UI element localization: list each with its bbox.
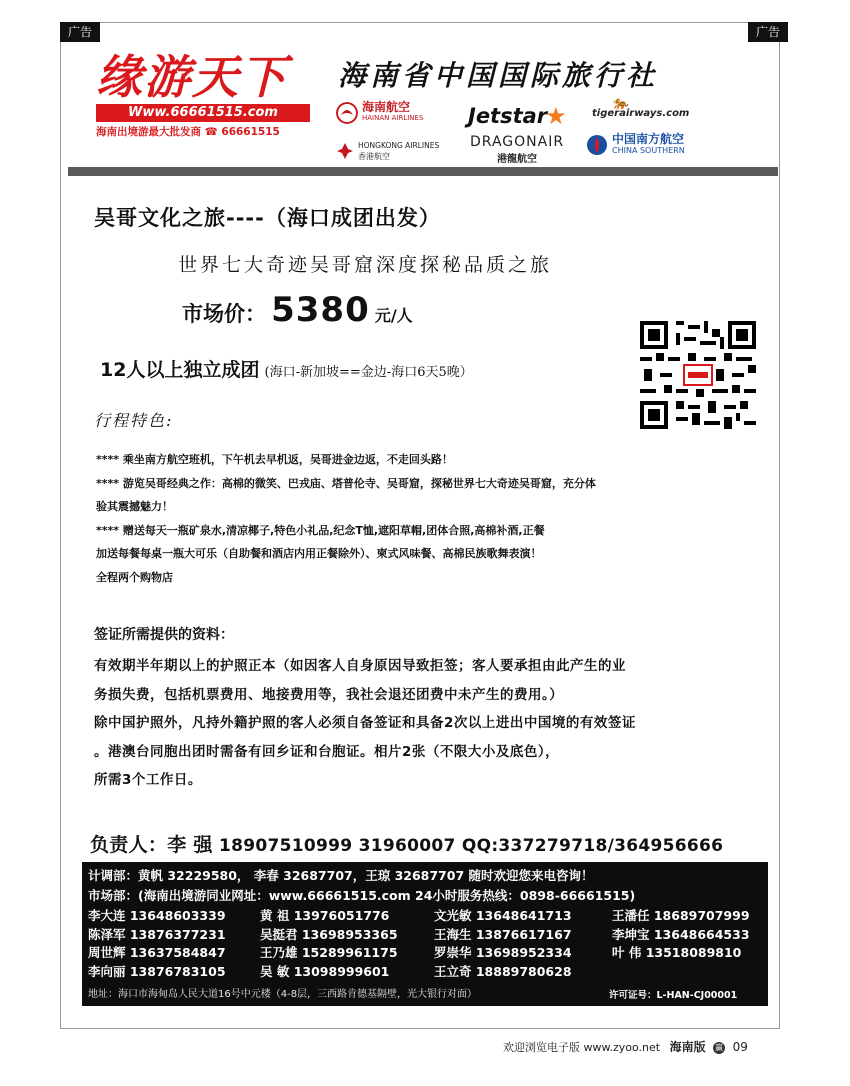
china-southern-logo (586, 134, 685, 156)
staff-entry: 陈泽军 13876377231 (88, 926, 226, 942)
feature-line: 全程两个购物店 (96, 570, 173, 584)
brand-block (96, 50, 324, 139)
brand-url[interactable]: Www.66661515.com (96, 104, 310, 122)
staff-entry: 罗崇华 13698952334 (434, 945, 572, 960)
hongkong-airlines-logo (336, 140, 439, 162)
sales-contact-box (82, 862, 768, 1006)
visa-line: 有效期半年期以上的护照正本（如因客人自身原因导致拒签；客人要承担由此产生的业 (94, 658, 626, 674)
tiger-name: tigerairways.com (592, 108, 690, 119)
staff-entry: 王海生 13876617167 (434, 926, 572, 942)
staff-list (88, 906, 768, 980)
feature-line: **** 赠送每天一瓶矿泉水,清凉椰子,特色小礼品,纪念T恤,遮阳草帽,团体合照,高棉补酒,正餐 (96, 523, 545, 537)
feature-line: 加送每餐每桌一瓶大可乐（自助餐和酒店内用正餐除外）、柬式风味餐、高棉民族歌舞表演！ (96, 547, 542, 560)
brand-name: 缘游天下 (96, 50, 288, 104)
hongkong-airlines-icon (336, 142, 354, 160)
price-unit: 元/人 (374, 306, 413, 325)
staff-entry: 吴挺君 13698953365 (260, 926, 398, 942)
features-list (96, 448, 756, 589)
visa-line: 所需3个工作日。 (94, 772, 202, 788)
price-label: 市场价： (182, 302, 266, 326)
staff-row (88, 962, 768, 981)
tour-title: 吴哥文化之旅----（海口成团出发） (94, 206, 441, 230)
hk-sub: 香港航空 (358, 152, 390, 161)
dragonair-logo (470, 134, 564, 165)
staff-entry: 李向丽 13876783105 (88, 963, 226, 979)
ad-label-left: 广告 (60, 22, 100, 42)
price-value: 5380 (271, 290, 370, 330)
tour-subtitle: 世界七大奇迹吴哥窟深度探秘品质之旅 (178, 254, 553, 276)
visa-requirements (94, 652, 764, 795)
dispatch-department: 计调部：黄帆 32229580， 李春 32687707，王琼 32687707 随时欢迎您来电咨询！ (88, 868, 594, 883)
agency-name: 海南省中国国际旅行社 (338, 59, 659, 92)
staff-row (88, 906, 768, 925)
staff-entry: 黄 祖 13976051776 (260, 908, 390, 923)
hk-name: HONGKONG AIRLINES (358, 141, 440, 150)
feature-line: **** 乘坐南方航空班机，下午机去早机返，吴哥进金边返，不走回头路！ (96, 453, 453, 466)
features-heading: 行程特色: (94, 411, 174, 430)
hainan-airlines-icon (336, 102, 358, 124)
staff-entry: 吴 敏 13098999601 (260, 963, 390, 979)
page-number: 09 (732, 1040, 748, 1054)
qr-code-icon[interactable] (640, 321, 756, 429)
jetstar-logo (468, 102, 567, 130)
jetstar-name: Jetstar (468, 104, 548, 128)
cs-name: 中国南方航空 (612, 132, 685, 146)
china-southern-icon (586, 134, 608, 156)
staff-entry: 王潘任 18689707999 (612, 908, 750, 923)
visa-heading: 签证所需提供的资料： (94, 627, 234, 643)
group-row (100, 355, 473, 382)
hainan-name: 海南航空 (362, 100, 411, 114)
contact-row (90, 830, 723, 857)
staff-entry: 文光敏 13648641713 (434, 908, 572, 923)
visa-line: 。港澳台同胞出团时需备有回乡证和台胞证。相片2张（不限大小及底色）， (94, 743, 560, 760)
staff-entry: 叶 伟 13518089810 (612, 945, 742, 960)
ad-label-right: 广告 (748, 22, 788, 42)
feature-line: **** 游览吴哥经典之作：高棉的微笑、巴戎庙、塔普伦寺、吴哥窟，探秘世界七大奇迹吴哥窟，充分体 (96, 476, 596, 490)
tigerairways-logo (592, 96, 690, 119)
market-department: 市场部：(海南出境游同业网址：www.66661515.com 24小时服务热线：0898-66661515) (88, 888, 636, 903)
feature-line: 验其震撼魅力！ (96, 500, 173, 513)
tiger-icon: 🐅 (612, 96, 629, 111)
visa-line: 务损失费，包括机票费用、地接费用等，我社会退还团费中未产生的费用。） (94, 686, 564, 703)
staff-entry: 李坤宝 13648664533 (612, 926, 750, 942)
page-footer (503, 1038, 748, 1055)
price-row (182, 290, 413, 330)
hainan-airlines-logo (336, 102, 423, 124)
jetstar-star-icon: ★ (545, 102, 567, 130)
agency-address: 地址：海口市海甸岛人民大道16号中元楼（4-8层，三西路肯德基隔壁，光大银行对面） (88, 989, 478, 1000)
group-title: 12人以上独立成团 (100, 359, 260, 381)
cs-sub: CHINA SOUTHERN (612, 146, 685, 155)
hainan-sub: HAINAN AIRLINES (362, 114, 424, 122)
dragonair-name: DRAGONAIR (470, 134, 565, 150)
visa-line: 除中国护照外，凡持外籍护照的客人必须自备签证和具备2次以上进出中国境的有效签证 (94, 715, 636, 731)
edition-badge-icon: 赢 (715, 1043, 724, 1052)
group-route: (海口-新加坡==金边-海口6天5晚） (264, 365, 473, 380)
dragonair-sub: 港龍航空 (497, 154, 538, 165)
footer-edition: 海南版 (669, 1040, 706, 1054)
header-divider (68, 167, 778, 176)
contact-phones[interactable]: 18907510999 31960007 QQ:337279718/364956666 (218, 836, 724, 856)
airline-logos (336, 96, 736, 170)
staff-entry: 王立奇 18889780628 (434, 963, 572, 979)
staff-row (88, 925, 768, 944)
staff-entry: 王乃雄 15289961175 (260, 945, 398, 960)
contact-person: 负责人：李 强 (90, 834, 213, 856)
staff-row (88, 943, 768, 962)
brand-slogan: 海南出境游最大批发商 ☎ 66661515 (96, 126, 280, 138)
staff-entry: 周世辉 13637584847 (88, 945, 226, 960)
license-number: 许可证号：L-HAN-CJ00001 (609, 990, 738, 1001)
footer-welcome[interactable]: 欢迎浏览电子版 www.zyoo.net (503, 1041, 661, 1054)
staff-entry: 李大连 13648603339 (88, 908, 226, 923)
